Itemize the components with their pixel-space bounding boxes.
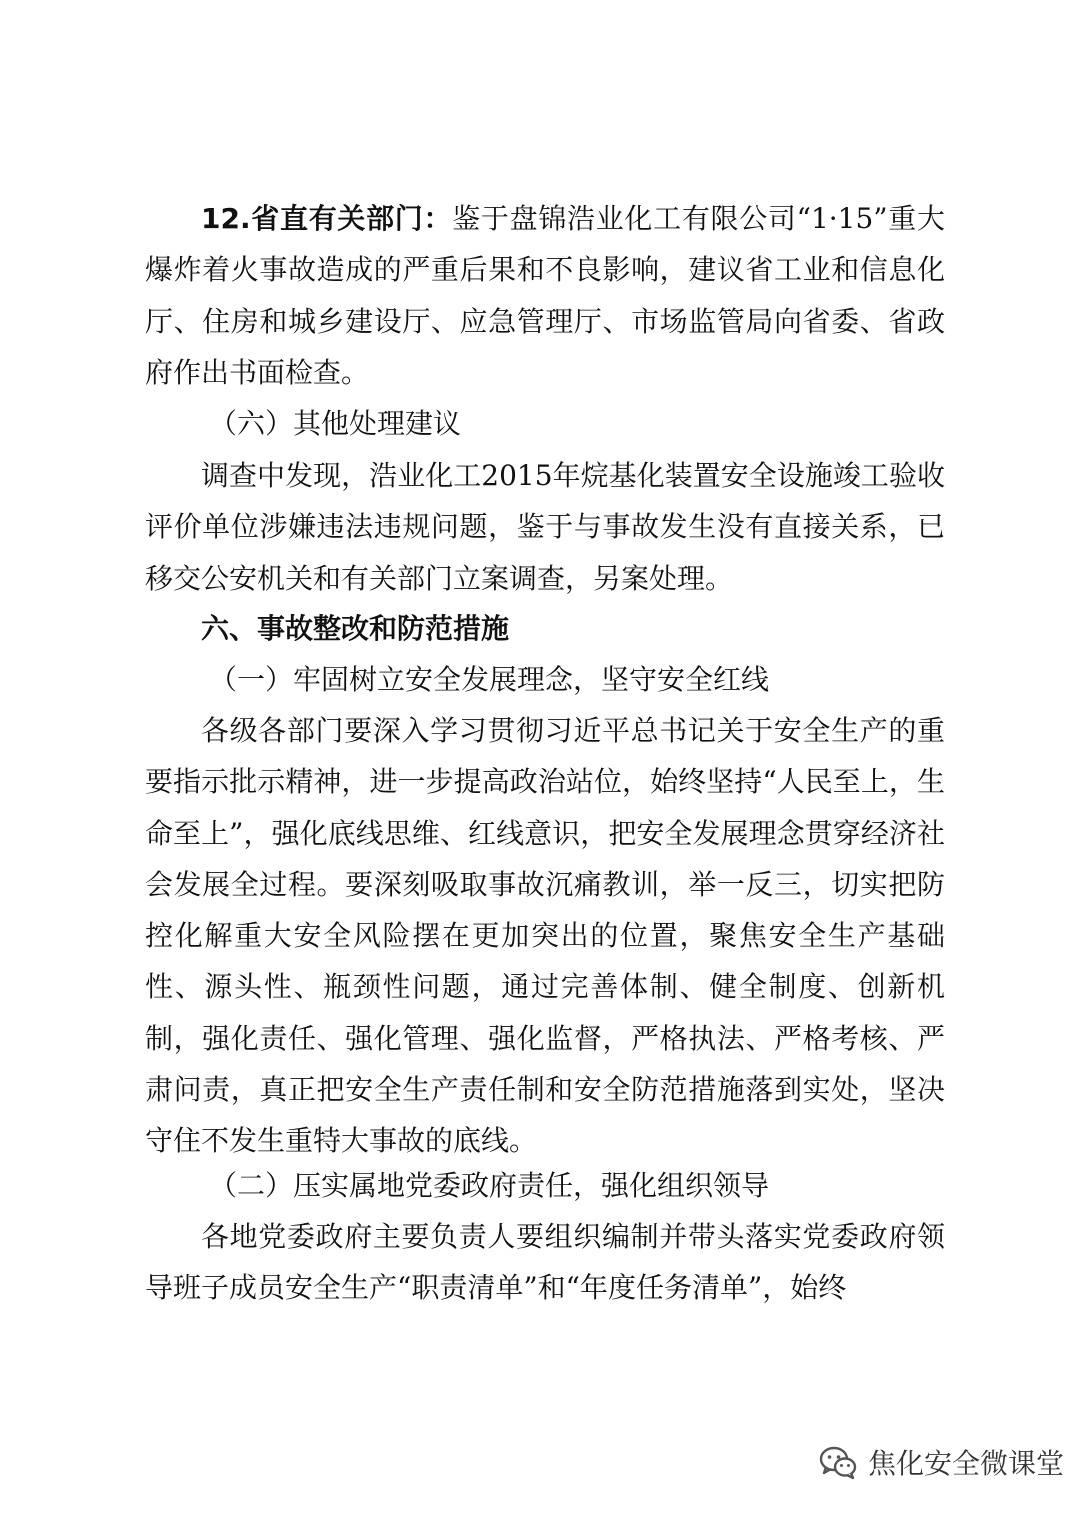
paragraph-party-responsibility: 各地党委政府主要负责人要组织编制并带头落实党委政府领导班子成员安全生产“职责清单”和“年度任务清单”，始终 <box>145 1220 945 1305</box>
paragraph-text: 鉴于盘锦浩业化工有限公司“1·15”重大爆炸着火事故造成的严重后果和不良影响，建议省工业和信息化厅、住房和城乡建设厅、应急管理厅、市场监管局向省委、省政府作出书面检查。 <box>145 202 945 389</box>
paragraph-label: 12.省直有关部门： <box>201 202 453 235</box>
wechat-icon <box>818 1442 858 1482</box>
heading-subsection-one: （一）牢固树立安全发展理念，坚守安全红线 <box>209 663 770 696</box>
heading-other-suggestions: （六）其他处理建议 <box>209 407 462 440</box>
paragraph-provincial-departments <box>145 193 945 398</box>
heading-subsection-two: （二）压实属地党委政府责任，强化组织领导 <box>209 1169 770 1202</box>
watermark-text: 焦化安全微课堂 <box>868 1447 1065 1480</box>
paragraph-investigation-finding: 调查中发现，浩业化工2015年烷基化装置安全设施竣工验收评价单位涉嫌违法违规问题，鉴于与事故发生没有直接关系，已移交公安机关和有关部门立案调查，另案处理。 <box>145 459 945 595</box>
paragraph-safety-concept: 各级各部门要深入学习贯彻习近平总书记关于安全生产的重要指示批示精神，进一步提高政治站位，始终坚持“人民至上，生命至上”，强化底线思维、红线意识，把安全发展理念贯穿经济社会发展全过程。要深刻吸取事故沉痛教训，举一反三，切实把防控化解重大安全风险摆在更加突出的位置，聚焦安全生产基础性、源头性、瓶颈性问题，通过完善体制、健全制度、创新机制，强化责任、强化管理、强化监督，严格执法、严格考核、严肃问责，真正把安全生产责任制和安全防范措施落到实处，坚决守住不发生重特大事故的底线。 <box>145 714 945 1158</box>
watermark <box>818 1432 1064 1492</box>
heading-section-six: 六、事故整改和防范措施 <box>201 612 510 645</box>
